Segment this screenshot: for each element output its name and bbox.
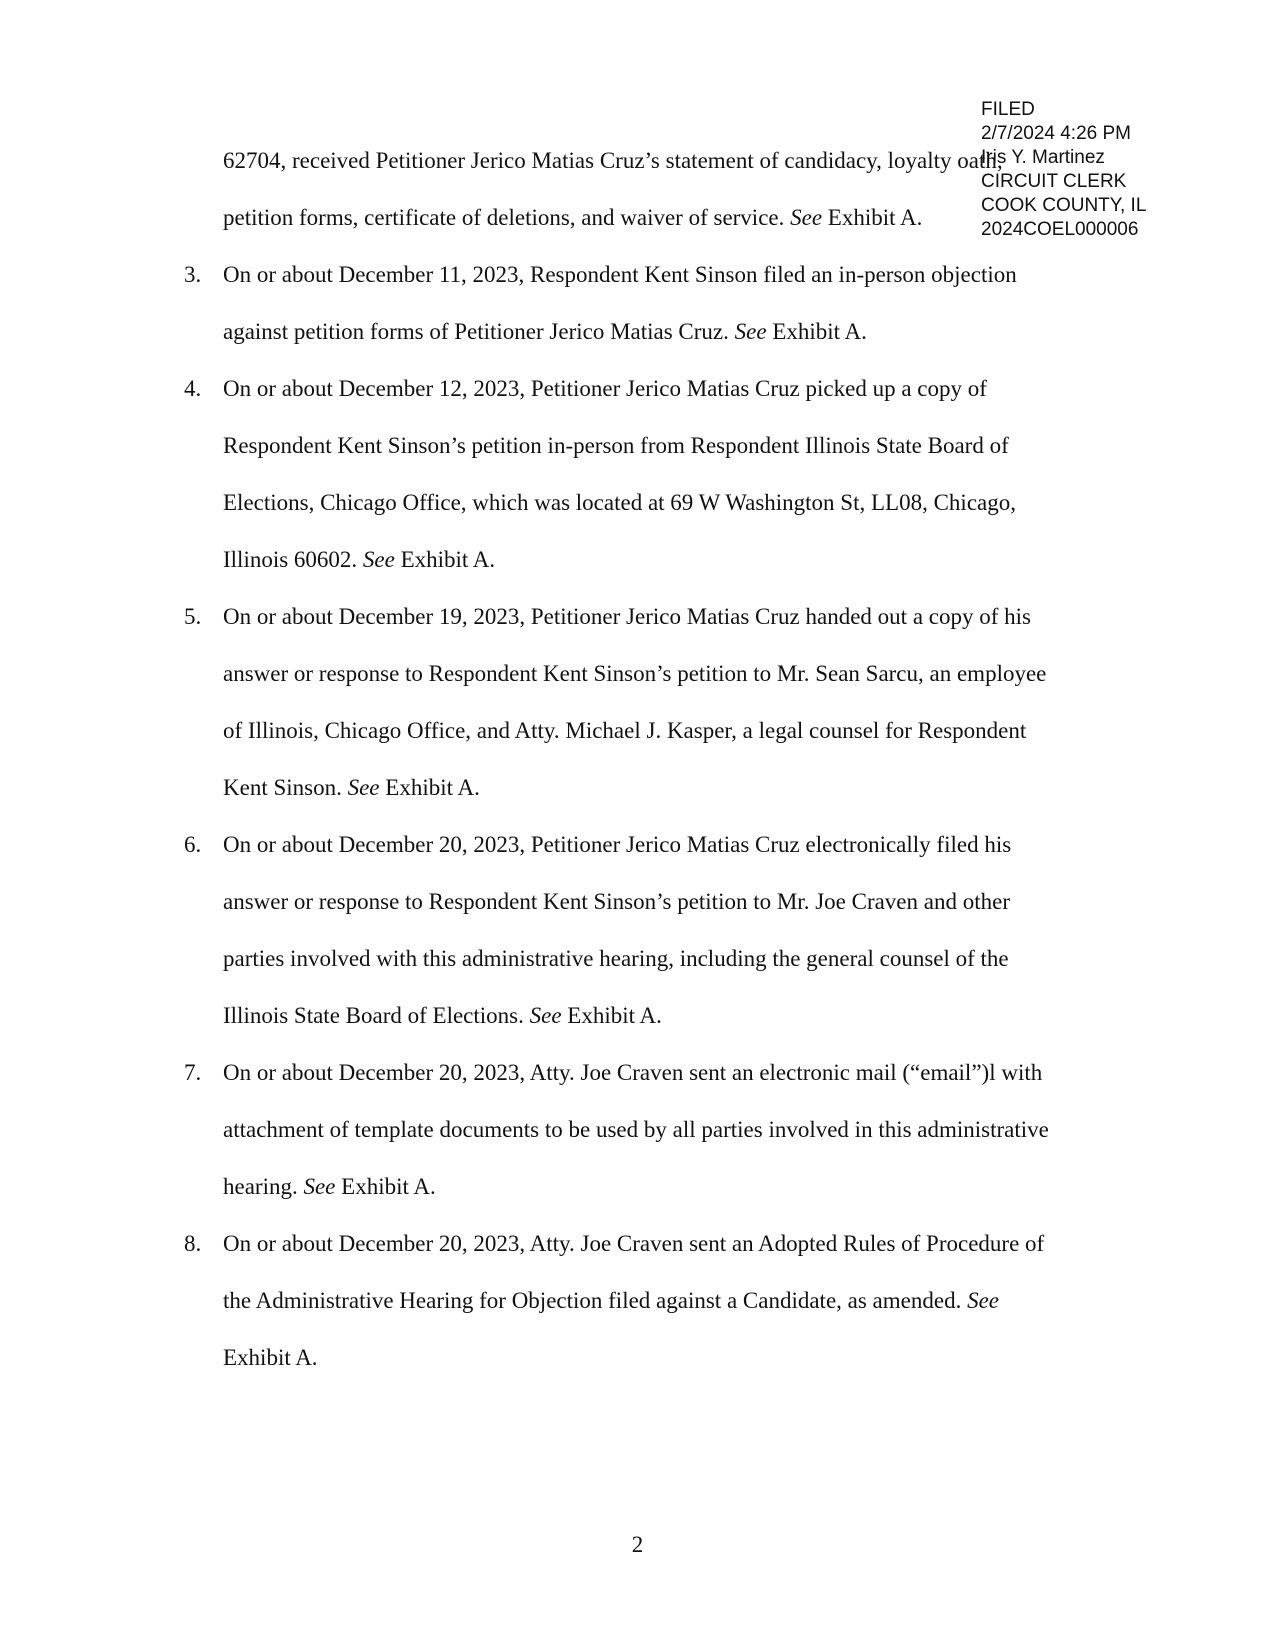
- exhibit-reference: Exhibit A.: [379, 775, 480, 800]
- paragraph-line-text: hearing.: [223, 1174, 298, 1199]
- exhibit-reference: Exhibit A.: [561, 1003, 662, 1028]
- paragraph-3: [223, 246, 1123, 360]
- paragraph-number: 8.: [184, 1231, 202, 1256]
- paragraph-number: 7.: [184, 1060, 202, 1085]
- paragraph-line: On or about December 11, 2023, Respondent Kent Sinson filed an in-person objection: [223, 262, 1017, 287]
- stamp-datetime: 2/7/2024 4:26 PM: [981, 123, 1131, 144]
- paragraph-line: [223, 1272, 1123, 1329]
- paragraph-line-text: petition forms, certificate of deletions, and waiver of service.: [223, 205, 785, 230]
- paragraph-continuation: [223, 132, 1123, 246]
- paragraph-line: On or about December 20, 2023, Atty. Joe Craven sent an electronic mail (“email”)l with: [223, 1060, 1043, 1085]
- paragraph-line: [223, 1158, 1123, 1215]
- paragraph-line: Elections, Chicago Office, which was located at 69 W Washington St, LL08, Chicago,: [223, 490, 1016, 515]
- paragraph-line: On or about December 20, 2023, Atty. Joe Craven sent an Adopted Rules of Procedure of: [223, 1231, 1045, 1256]
- paragraph-line-text: Illinois 60602.: [223, 547, 358, 572]
- paragraph-number: 4.: [184, 376, 202, 401]
- exhibit-reference: Exhibit A.: [394, 547, 496, 572]
- paragraph-line: [223, 987, 1123, 1044]
- stamp-clerk-name: Iris Y. Martinez: [981, 147, 1105, 168]
- see-citation: See: [362, 547, 395, 572]
- paragraph-4: [223, 360, 1123, 588]
- paragraph-line: answer or response to Respondent Kent Sinson’s petition to Mr. Sean Sarcu, an employee: [223, 661, 1047, 686]
- exhibit-reference: Exhibit A.: [822, 205, 923, 230]
- see-citation: See: [347, 775, 380, 800]
- paragraph-line: Respondent Kent Sinson’s petition in-person from Respondent Illinois State Board of: [223, 433, 1009, 458]
- paragraph-number: 5.: [184, 604, 202, 629]
- exhibit-reference: Exhibit A.: [335, 1174, 436, 1199]
- paragraph-line: [223, 531, 1123, 588]
- paragraph-line-text: Illinois State Board of Elections.: [223, 1003, 524, 1028]
- paragraph-line: On or about December 12, 2023, Petitioner Jerico Matias Cruz picked up a copy of: [223, 376, 987, 401]
- stamp-clerk-title: CIRCUIT CLERK: [981, 171, 1127, 192]
- paragraph-line-text: against petition forms of Petitioner Jerico Matias Cruz.: [223, 319, 729, 344]
- paragraph-number: 6.: [184, 832, 202, 857]
- stamp-case-number: 2024COEL000006: [981, 219, 1139, 240]
- stamp-filed: FILED: [981, 99, 1035, 120]
- paragraph-line: 62704, received Petitioner Jerico Matias Cruz’s statement of candidacy, loyalty oath,: [223, 148, 1003, 173]
- see-citation: See: [303, 1174, 336, 1199]
- see-citation: See: [967, 1288, 999, 1313]
- paragraph-line: attachment of template documents to be used by all parties involved in this administrative: [223, 1117, 1049, 1142]
- see-citation: See: [529, 1003, 562, 1028]
- exhibit-reference: Exhibit A.: [766, 319, 867, 344]
- see-citation: See: [734, 319, 767, 344]
- paragraph-line: On or about December 20, 2023, Petitioner Jerico Matias Cruz electronically filed his: [223, 832, 1012, 857]
- paragraph-line: of Illinois, Chicago Office, and Atty. Michael J. Kasper, a legal counsel for Respondent: [223, 718, 1027, 743]
- paragraph-5: [223, 588, 1123, 816]
- paragraph-line: [223, 303, 1123, 360]
- paragraph-line: [223, 759, 1123, 816]
- stamp-county: COOK COUNTY, IL: [981, 195, 1147, 216]
- paragraph-line: On or about December 19, 2023, Petitioner Jerico Matias Cruz handed out a copy of his: [223, 604, 1031, 629]
- paragraph-8: [223, 1215, 1123, 1386]
- paragraph-line: answer or response to Respondent Kent Sinson’s petition to Mr. Joe Craven and other: [223, 889, 1010, 914]
- paragraph-line-text: Kent Sinson.: [223, 775, 342, 800]
- paragraph-number: 3.: [184, 262, 202, 287]
- paragraph-line: Exhibit A.: [223, 1345, 318, 1370]
- page-number: 2: [631, 1532, 644, 1557]
- paragraph-line: parties involved with this administrative hearing, including the general counsel of the: [223, 946, 1009, 971]
- paragraph-7: [223, 1044, 1123, 1215]
- paragraph-6: [223, 816, 1123, 1044]
- paragraph-line: [223, 189, 1123, 246]
- paragraph-line-text: the Administrative Hearing for Objection filed against a Candidate, as amended.: [223, 1288, 962, 1313]
- see-citation: See: [790, 205, 823, 230]
